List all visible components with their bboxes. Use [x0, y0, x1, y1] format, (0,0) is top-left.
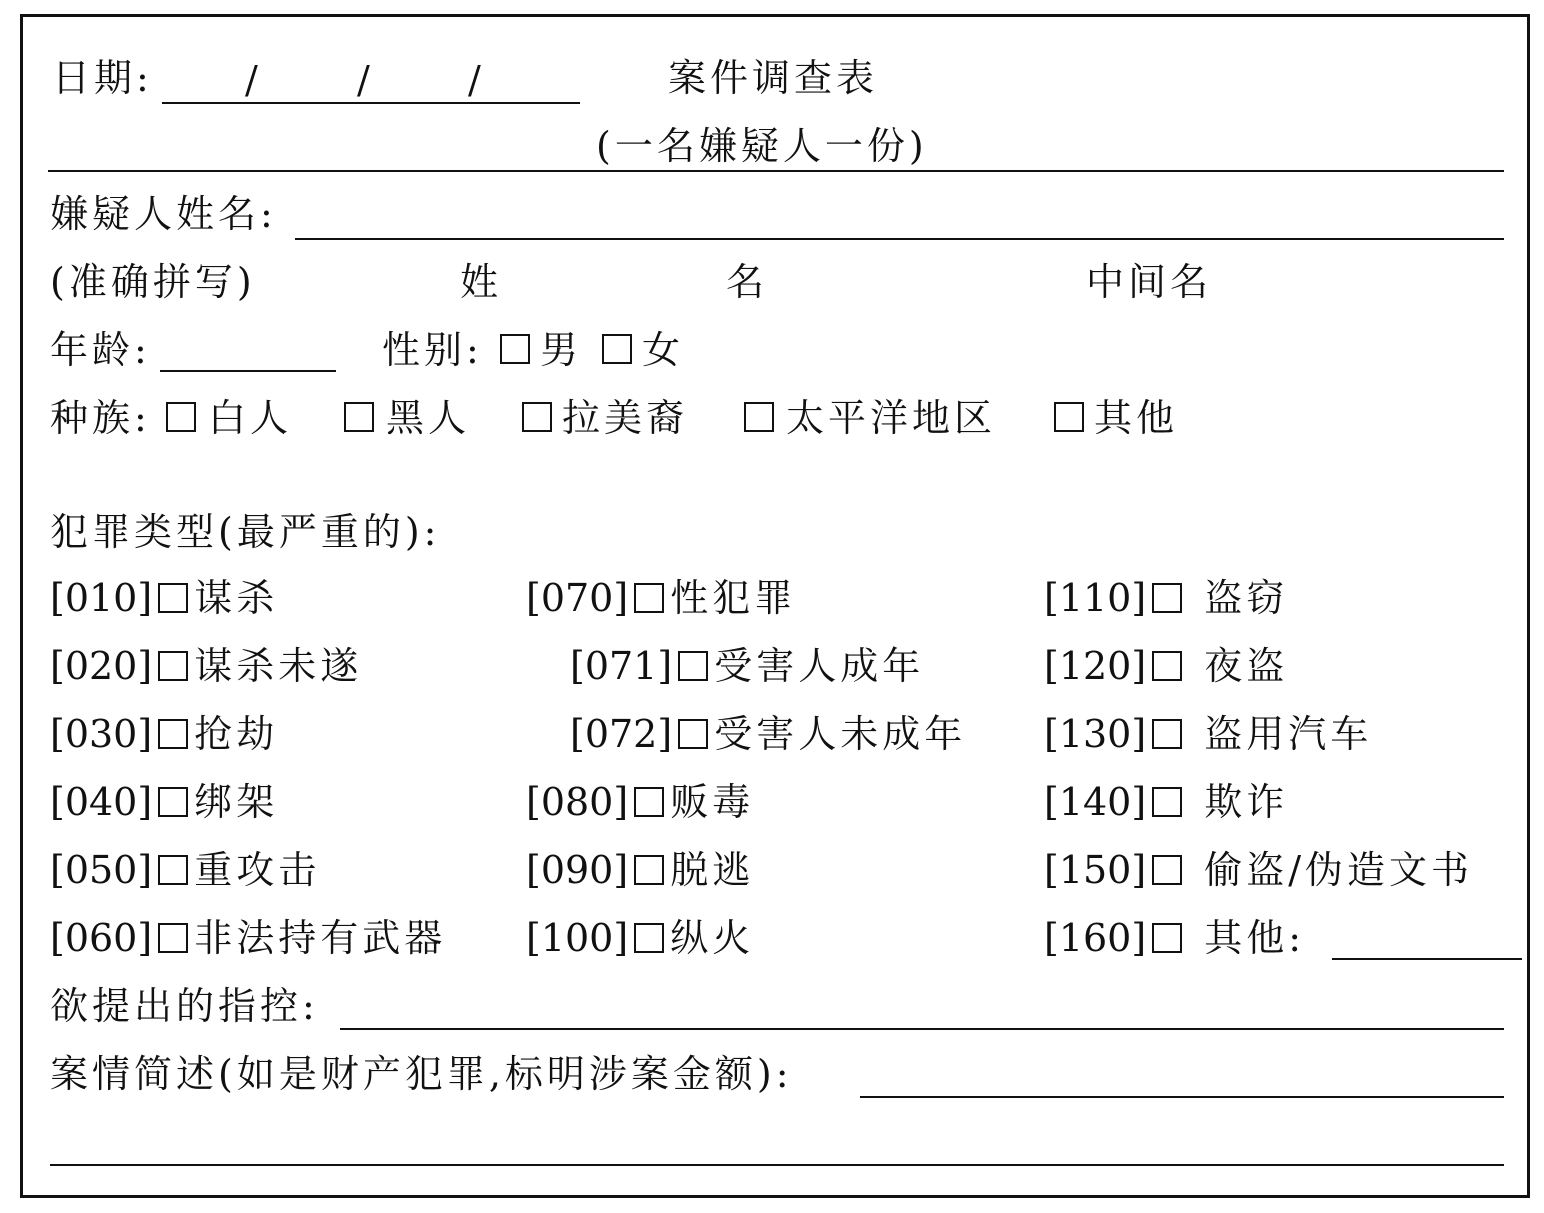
sex-male-label: 男: [540, 328, 583, 372]
crime-label: 受害人成年: [714, 644, 925, 688]
crime-label: 绑架: [194, 780, 279, 824]
crime-050: [50, 848, 320, 892]
crime-label: 其他:: [1204, 916, 1305, 960]
crime-code: [110]: [1044, 576, 1147, 620]
crime-040: [50, 780, 278, 824]
crime-code: [140]: [1044, 780, 1147, 824]
crime-160-checkbox[interactable]: [1152, 923, 1182, 953]
crime-label: 谋杀: [194, 576, 279, 620]
crime-code: [090]: [526, 848, 629, 892]
crime-label: 脱逃: [670, 848, 755, 892]
race-black-checkbox[interactable]: [344, 402, 374, 432]
crime-090-checkbox[interactable]: [634, 855, 664, 885]
sex-label: 性别:: [382, 328, 483, 372]
form-subtitle: (一名嫌疑人一份): [596, 124, 928, 168]
crime-label: 性犯罪: [670, 576, 797, 620]
sex-female-label: 女: [642, 328, 685, 372]
crime-other-field[interactable]: [1332, 958, 1522, 960]
suspect-name-label: 嫌疑人姓名:: [50, 192, 277, 236]
crime-code: [020]: [50, 644, 153, 688]
crime-label: 偷盗/伪造文书: [1204, 848, 1473, 892]
charges-label: 欲提出的指控:: [50, 984, 319, 1028]
date-label: 日期:: [52, 56, 153, 100]
age-field[interactable]: [160, 370, 336, 372]
crime-code: [050]: [50, 848, 153, 892]
crime-080: [526, 780, 754, 824]
sex-female-checkbox[interactable]: [602, 334, 632, 364]
race-white-label: 白人: [208, 396, 293, 440]
date-slash-1: /: [245, 58, 262, 102]
crime-130-checkbox[interactable]: [1152, 719, 1182, 749]
crime-label: 纵火: [670, 916, 755, 960]
crime-code: [072]: [570, 712, 673, 756]
middle-name-label: 中间名: [1086, 260, 1213, 304]
crime-code: [080]: [526, 780, 629, 824]
crime-060-checkbox[interactable]: [158, 923, 188, 953]
crime-150: [1044, 848, 1473, 892]
race-black-label: 黑人: [386, 396, 471, 440]
race-other-label: 其他: [1094, 396, 1179, 440]
crime-110-checkbox[interactable]: [1152, 583, 1182, 613]
crime-050-checkbox[interactable]: [158, 855, 188, 885]
crime-label: 盗窃: [1204, 576, 1289, 620]
crime-label: 欺诈: [1204, 780, 1289, 824]
summary-label: 案情简述(如是财产犯罪,标明涉案金额):: [50, 1052, 793, 1096]
given-name-label: 名: [726, 260, 769, 304]
crime-030: [50, 712, 278, 756]
crime-010-checkbox[interactable]: [158, 583, 188, 613]
crime-code: [071]: [570, 644, 673, 688]
header-divider: [48, 170, 1504, 172]
crime-120-checkbox[interactable]: [1152, 651, 1182, 681]
crime-140-checkbox[interactable]: [1152, 787, 1182, 817]
suspect-name-field[interactable]: [295, 238, 1504, 240]
race-pacific-checkbox[interactable]: [744, 402, 774, 432]
race-hispanic-checkbox[interactable]: [522, 402, 552, 432]
crime-type-label: 犯罪类型(最严重的):: [50, 510, 441, 554]
crime-code: [120]: [1044, 644, 1147, 688]
crime-100-checkbox[interactable]: [634, 923, 664, 953]
crime-030-checkbox[interactable]: [158, 719, 188, 749]
crime-140: [1044, 780, 1288, 824]
summary-field[interactable]: [860, 1096, 1504, 1098]
crime-code: [160]: [1044, 916, 1147, 960]
crime-040-checkbox[interactable]: [158, 787, 188, 817]
date-slash-2: /: [357, 58, 374, 102]
spelling-note: (准确拼写): [50, 260, 256, 304]
crime-070: [526, 576, 796, 620]
charges-field[interactable]: [340, 1028, 1504, 1030]
date-field[interactable]: [162, 102, 580, 104]
crime-072-checkbox[interactable]: [678, 719, 708, 749]
crime-code: [010]: [50, 576, 153, 620]
summary-field-line-2[interactable]: [50, 1164, 1504, 1166]
date-slash-3: /: [468, 58, 485, 102]
crime-code: [130]: [1044, 712, 1147, 756]
surname-label: 姓: [460, 260, 503, 304]
crime-020-checkbox[interactable]: [158, 651, 188, 681]
crime-070-checkbox[interactable]: [634, 583, 664, 613]
crime-code: [070]: [526, 576, 629, 620]
crime-100: [526, 916, 754, 960]
crime-label: 抢劫: [194, 712, 279, 756]
crime-code: [060]: [50, 916, 153, 960]
crime-090: [526, 848, 754, 892]
crime-130: [1044, 712, 1372, 756]
crime-071-checkbox[interactable]: [678, 651, 708, 681]
race-pacific-label: 太平洋地区: [786, 396, 997, 440]
crime-label: 重攻击: [194, 848, 321, 892]
crime-label: 夜盗: [1204, 644, 1289, 688]
crime-150-checkbox[interactable]: [1152, 855, 1182, 885]
crime-label: 非法持有武器: [194, 916, 447, 960]
sex-male-checkbox[interactable]: [500, 334, 530, 364]
crime-080-checkbox[interactable]: [634, 787, 664, 817]
age-label: 年龄:: [50, 328, 151, 372]
crime-label: 盗用汽车: [1204, 712, 1373, 756]
crime-label: 贩毒: [670, 780, 755, 824]
crime-120: [1044, 644, 1288, 688]
race-other-checkbox[interactable]: [1054, 402, 1084, 432]
crime-160: [1044, 916, 1305, 960]
crime-label: 谋杀未遂: [194, 644, 363, 688]
crime-110: [1044, 576, 1288, 620]
crime-label: 受害人未成年: [714, 712, 967, 756]
form-title: 案件调查表: [668, 56, 879, 100]
race-white-checkbox[interactable]: [166, 402, 196, 432]
crime-code: [150]: [1044, 848, 1147, 892]
crime-060: [50, 916, 446, 960]
race-hispanic-label: 拉美裔: [562, 396, 689, 440]
race-label: 种族:: [50, 396, 151, 440]
crime-071: [570, 644, 924, 688]
crime-code: [040]: [50, 780, 153, 824]
crime-072: [570, 712, 966, 756]
crime-020: [50, 644, 362, 688]
crime-010: [50, 576, 278, 620]
crime-code: [030]: [50, 712, 153, 756]
crime-code: [100]: [526, 916, 629, 960]
